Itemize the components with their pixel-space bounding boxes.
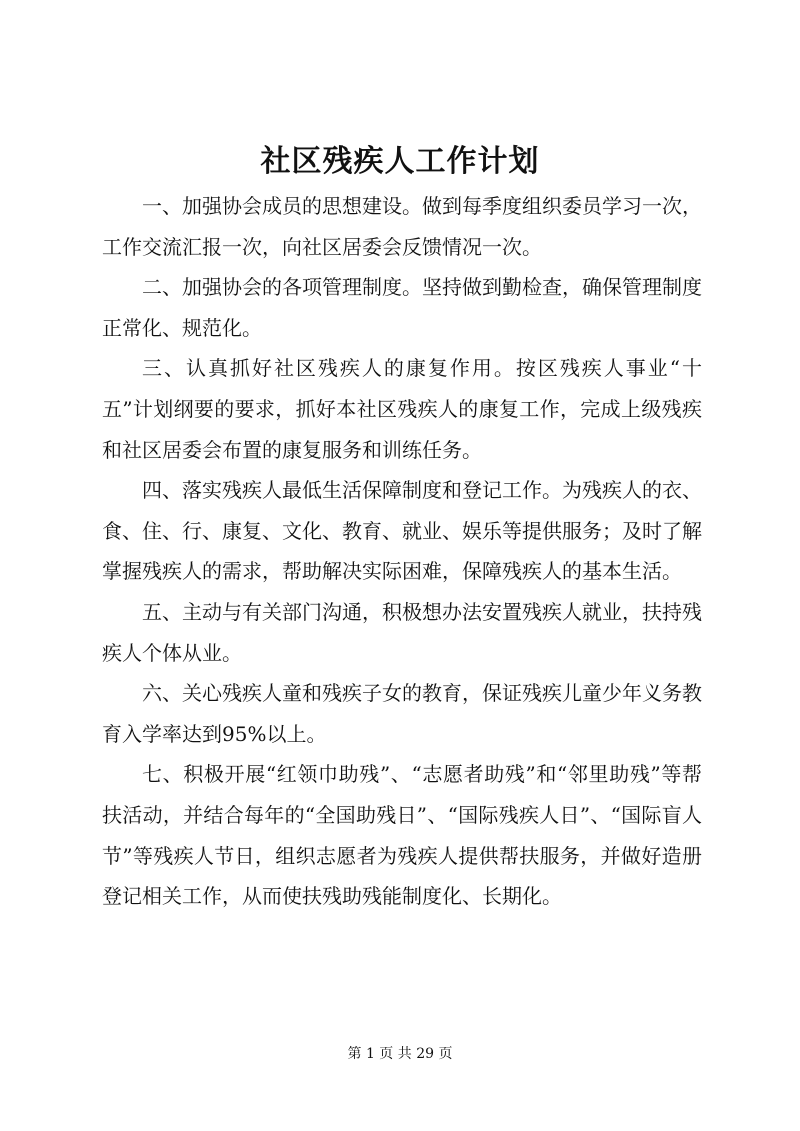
paragraph-5: 五、主动与有关部门沟通，积极想办法安置残疾人就业，扶持残疾人个体从业。	[102, 599, 702, 665]
paragraph-4: 四、落实残疾人最低生活保障制度和登记工作。为残疾人的衣、食、住、行、康复、文化、教育、就业、娱乐等提供服务；及时了解掌握残疾人的需求，帮助解决实际困难，保障残疾人的基本生活。	[102, 478, 702, 584]
page-number-footer: 第 1 页 共 29 页	[347, 1046, 453, 1062]
document-body	[102, 186, 702, 917]
paragraph-7: 七、积极开展“红领巾助残”、“志愿者助残”和“邻里助残”等帮扶活动，并结合每年的“全国助残日”、“国际残疾人日”、“国际盲人节”等残疾人节日，组织志愿者为残疾人提供帮扶服务，并做好造册登记相关工作，从而使扶残助残能制度化、长期化。	[102, 762, 702, 909]
document-title: 社区残疾人工作计划	[260, 144, 540, 179]
paragraph-3: 三、认真抓好社区残疾人的康复作用。按区残疾人事业“十五”计划纲要的要求，抓好本社区残疾人的康复工作，完成上级残疾和社区居委会布置的康复服务和训练任务。	[102, 356, 702, 462]
paragraph-1: 一、加强协会成员的思想建设。做到每季度组织委员学习一次，工作交流汇报一次，向社区居委会反馈情况一次。	[102, 194, 702, 259]
paragraph-2: 二、加强协会的各项管理制度。坚持做到勤检查，确保管理制度正常化、规范化。	[102, 275, 702, 340]
paragraph-6: 六、关心残疾人童和残疾子女的教育，保证残疾儿童少年义务教育入学率达到95%以上。	[102, 681, 702, 746]
